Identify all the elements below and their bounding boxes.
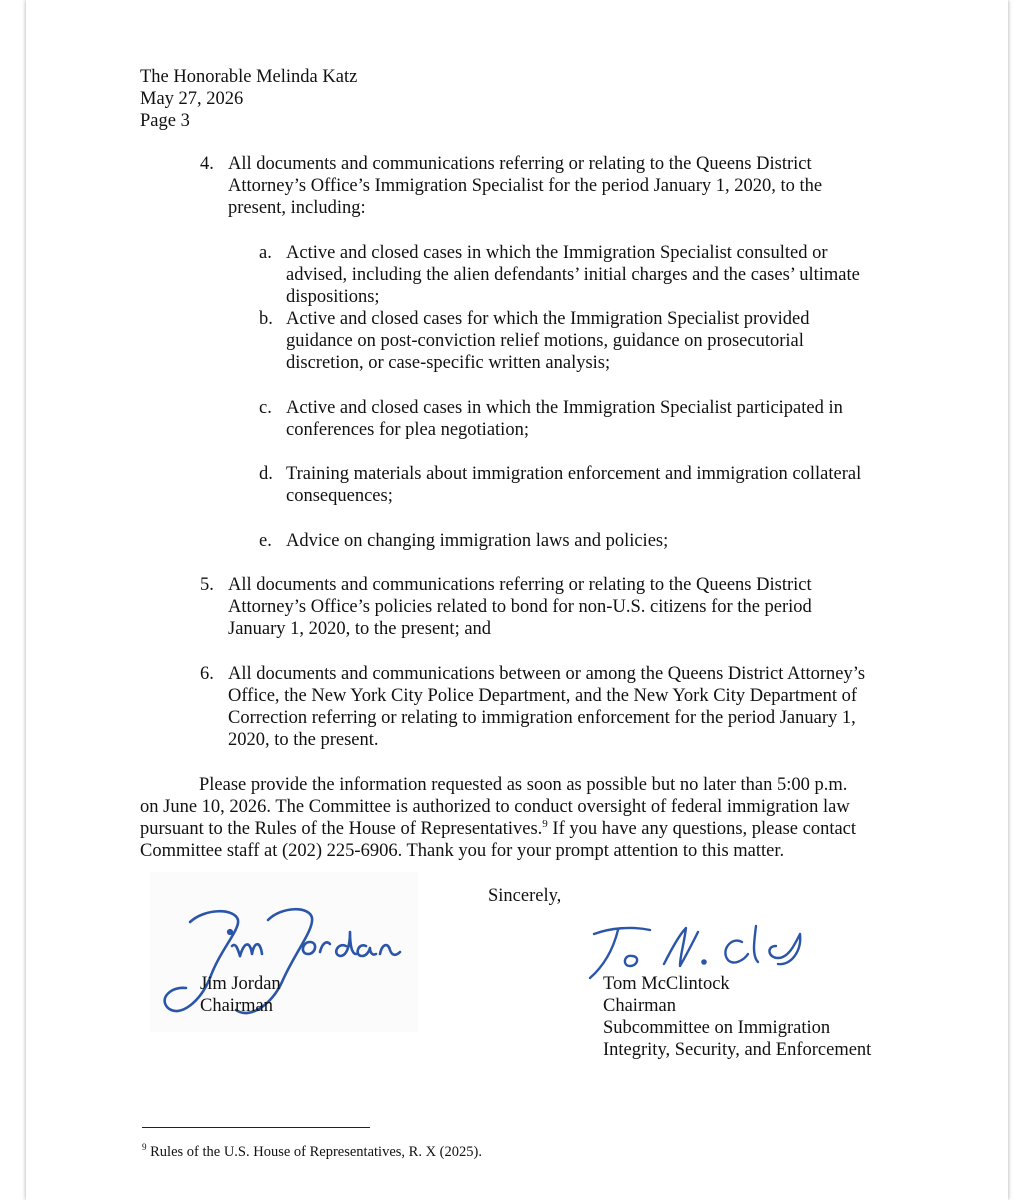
subitem-b-text: [286, 308, 810, 374]
item-4-line: present, including:: [228, 198, 366, 218]
item-6-line: All documents and communications between or among the Queens District Attorney’s: [228, 664, 866, 684]
right-signatory-title: Chairman: [603, 996, 676, 1016]
closing-line: Committee staff at (202) 225-6906. Thank you for your prompt attention to this matter.: [140, 841, 785, 861]
page-number: Page 3: [140, 111, 190, 131]
left-signatory-title: Chairman: [200, 996, 273, 1016]
item-5-text: [228, 574, 812, 640]
item-6-text: [228, 663, 865, 751]
subitem-e-letter: e.: [259, 531, 272, 551]
subitem-e-text: [286, 530, 668, 552]
footnote-divider: [142, 1127, 370, 1128]
footnote-reference: 9: [542, 817, 548, 830]
item-6-line: Correction referring or relating to immigration enforcement for the period January 1,: [228, 708, 856, 728]
item-6-line: 2020, to the present.: [228, 730, 379, 750]
closing-line-part: If you have any questions, please contact: [547, 819, 857, 839]
item-6-line: Office, the New York City Police Department, and the New York City Department of: [228, 686, 858, 706]
subitem-d-line: consequences;: [286, 486, 393, 506]
jim-jordan-signature: [150, 890, 420, 1030]
right-signatory-subcommittee: Integrity, Security, and Enforcement: [603, 1040, 872, 1060]
closing-line-part: pursuant to the Rules of the House of Representatives.: [140, 819, 543, 839]
right-signatory-subcommittee: Subcommittee on Immigration: [603, 1018, 831, 1038]
subitem-e-line: Advice on changing immigration laws and policies;: [286, 531, 669, 551]
item-4-line: Attorney’s Office’s Immigration Specialist for the period January 1, 2020, to the: [228, 176, 823, 196]
subitem-d-text: [286, 463, 861, 507]
item-4-line: All documents and communications referring or relating to the Queens District: [228, 154, 812, 174]
subitem-b-line: guidance on post-conviction relief motions, guidance on prosecutorial: [286, 331, 804, 351]
subitem-a-line: advised, including the alien defendants’ initial charges and the cases’ ultimate: [286, 265, 860, 285]
subitem-d-line: Training materials about immigration enforcement and immigration collateral: [286, 464, 862, 484]
subitem-b-letter: b.: [259, 309, 273, 329]
closing-line: on June 10, 2026. The Committee is authorized to conduct oversight of federal immigration law: [140, 797, 850, 817]
subitem-a-line: dispositions;: [286, 287, 380, 307]
item-4-number: 4.: [200, 154, 214, 174]
item-5-line: All documents and communications referring or relating to the Queens District: [228, 575, 812, 595]
closing-paragraph: [140, 774, 856, 862]
subitem-c-line: conferences for plea negotiation;: [286, 420, 529, 440]
closing-line-with-ref: [140, 818, 856, 840]
item-5-number: 5.: [200, 575, 214, 595]
subitem-c-line: Active and closed cases in which the Immigration Specialist participated in: [286, 398, 843, 418]
recipient-line: The Honorable Melinda Katz: [140, 67, 358, 87]
item-5-line: Attorney’s Office’s policies related to bond for non-U.S. citizens for the period: [228, 597, 812, 617]
subitem-a-letter: a.: [259, 243, 272, 263]
right-signatory-name: Tom McClintock: [603, 974, 730, 994]
subitem-c-letter: c.: [259, 398, 272, 418]
footnote-marker: 9: [142, 1142, 147, 1153]
item-5-line: January 1, 2020, to the present; and: [228, 619, 492, 639]
valediction: Sincerely,: [488, 886, 562, 906]
date-line: May 27, 2026: [140, 89, 244, 109]
subitem-d-letter: d.: [259, 464, 273, 484]
subitem-b-line: Active and closed cases for which the Immigration Specialist provided: [286, 309, 810, 329]
subitem-c-text: [286, 397, 843, 441]
subitem-b-line: discretion, or case-specific written analysis;: [286, 353, 611, 373]
subitem-a-text: [286, 242, 860, 308]
left-signatory-name: Jim Jordan: [200, 974, 281, 994]
item-4-text: [228, 153, 822, 219]
subitem-a-line: Active and closed cases in which the Immigration Specialist consulted or: [286, 243, 828, 263]
footnote: [142, 1143, 482, 1161]
footnote-text: Rules of the U.S. House of Representatives, R. X (2025).: [146, 1144, 482, 1160]
item-6-number: 6.: [200, 664, 214, 684]
closing-line: Please provide the information requested as soon as possible but no later than 5:00 p.m.: [199, 775, 848, 795]
